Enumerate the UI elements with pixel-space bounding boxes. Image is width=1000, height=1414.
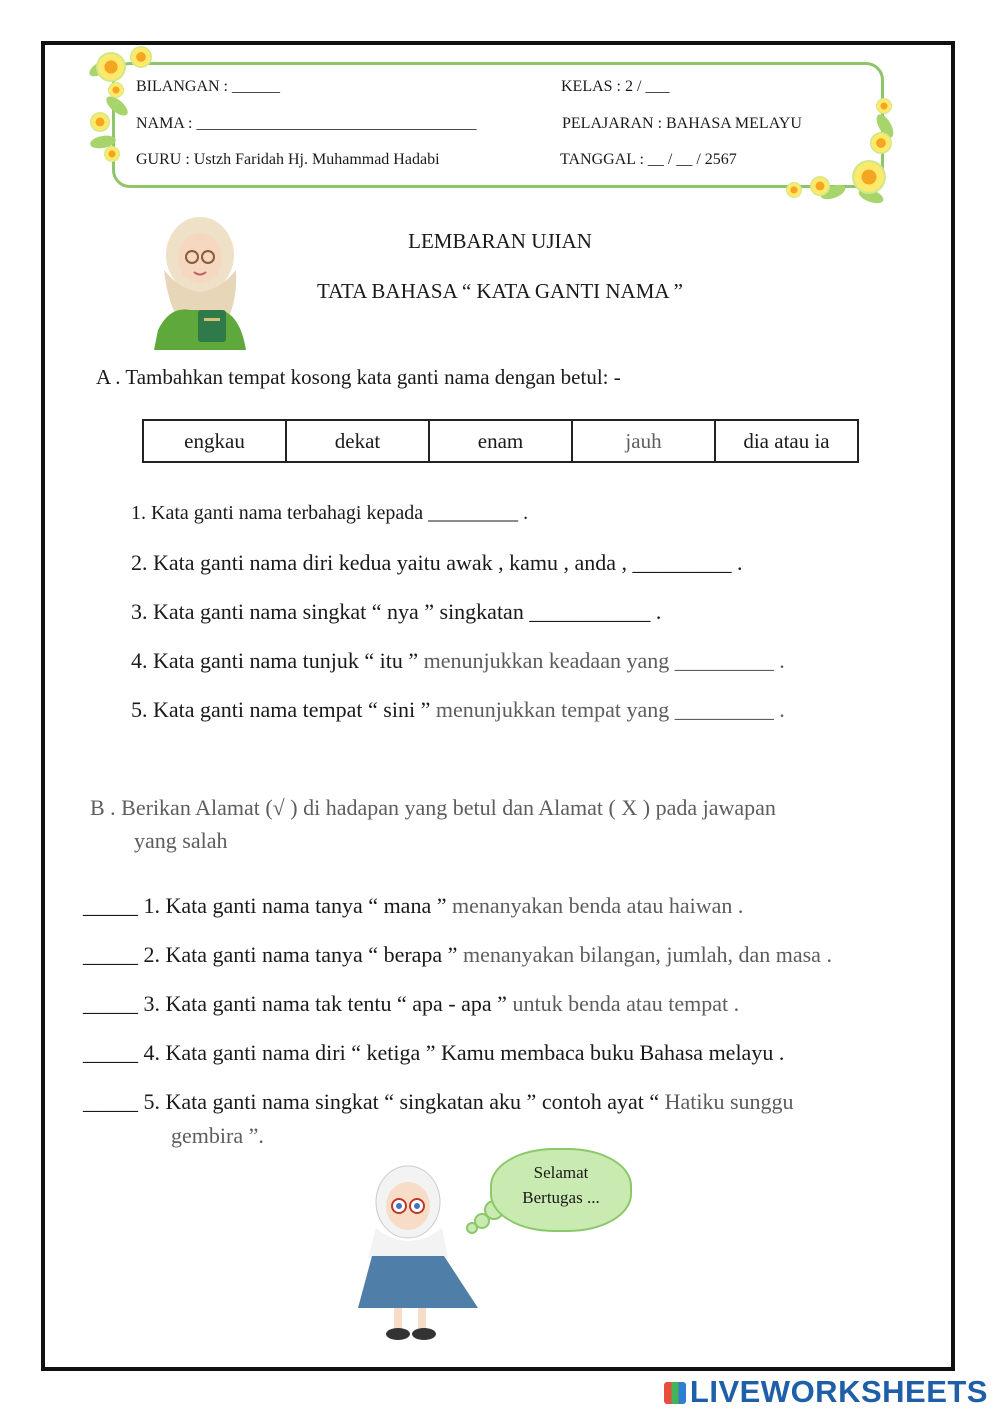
nama-field: NAMA : ___________________________________ [136,115,477,132]
bilangan-field: BILANGAN : ______ [136,78,280,95]
question-a2: 2. Kata ganti nama diri kedua yaitu awak , kamu , anda , _________ . [131,550,743,575]
question-a1: 1. Kata ganti nama terbahagi kepada _________ . [131,502,529,524]
question-b1: _____ 1. Kata ganti nama tanya “ mana ” menanyakan benda atau haiwan . [83,893,744,918]
word-bank-item: engkau [143,420,286,462]
question-b5-continuation: gembira ”. [171,1123,264,1148]
question-a5: 5. Kata ganti nama tempat “ sini ” menunjukkan tempat yang _________ . [131,697,785,722]
student-illustration [352,1158,484,1344]
pelajaran-field: PELAJARAN : BAHASA MELAYU [562,115,802,132]
tanggal-field: TANGGAL : __ / __ / 2567 [560,151,737,168]
word-bank-item: enam [429,420,572,462]
question-b4: _____ 4. Kata ganti nama diri “ ketiga ” Kamu membaca buku Bahasa melayu . [83,1040,785,1065]
kelas-field: KELAS : 2 / ___ [561,78,670,95]
word-bank-table [142,419,859,463]
section-b-instruction: B . Berikan Alamat (√ ) di hadapan yang betul dan Alamat ( X ) pada jawapan [90,795,776,820]
word-bank-item: dekat [286,420,429,462]
liveworksheets-icon [664,1382,686,1404]
worksheet-title: LEMBARAN UJIAN [408,229,592,253]
question-a3: 3. Kata ganti nama singkat “ nya ” singkatan ___________ . [131,599,662,624]
word-bank-item: jauh [572,420,715,462]
question-a4: 4. Kata ganti nama tunjuk “ itu ” menunjukkan keadaan yang _________ . [131,648,785,673]
worksheet-subtitle: TATA BAHASA “ KATA GANTI NAMA ” [317,279,683,303]
section-b-instruction-cont: yang salah [134,828,228,853]
speech-bubble [490,1148,632,1232]
liveworksheets-logo[interactable]: LIVEWORKSHEETS [664,1374,988,1410]
section-a-instruction: A . Tambahkan tempat kosong kata ganti nama dengan betul: - [96,365,621,389]
question-b2: _____ 2. Kata ganti nama tanya “ berapa ” menanyakan bilangan, jumlah, dan masa . [83,942,832,967]
question-b5: _____ 5. Kata ganti nama singkat “ singkatan aku ” contoh ayat “ Hatiku sunggu [83,1089,794,1114]
speech-bubble-line1: Selamat [533,1163,589,1182]
speech-bubble-line2: Bertugas ... [522,1188,600,1207]
question-b3: _____ 3. Kata ganti nama tak tentu “ apa - apa ” untuk benda atau tempat . [83,991,740,1016]
word-bank-item: dia atau ia [715,420,858,462]
guru-field: GURU : Ustzh Faridah Hj. Muhammad Hadabi [136,151,440,168]
